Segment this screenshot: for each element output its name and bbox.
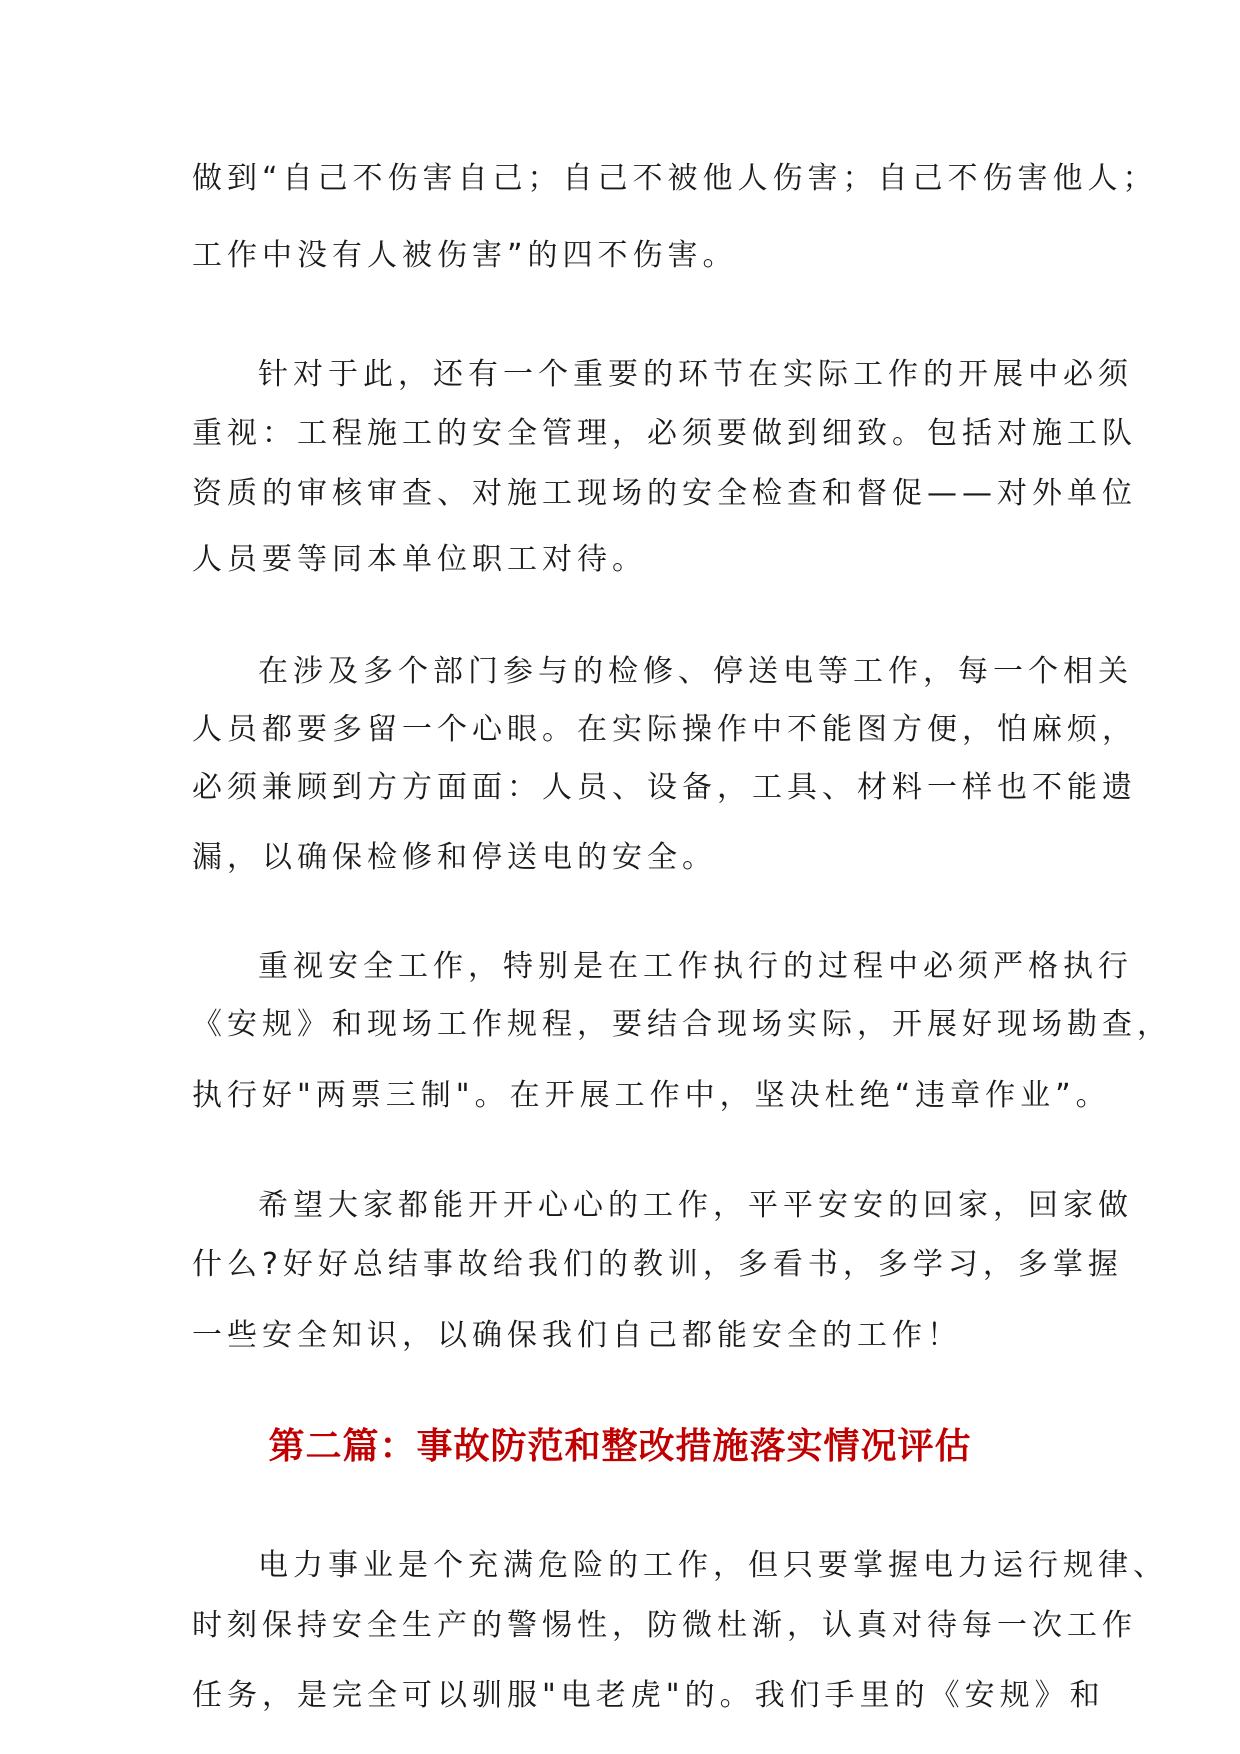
text-line: 资质的审核审查、对施工现场的安全检查和督促——对外单位 (192, 476, 1137, 511)
text-line: 做到“自己不伤害自己；自己不被他人伤害；自己不伤害他人； (192, 161, 1158, 196)
paragraph-first-line: 电力事业是个充满危险的工作，但只要掌握电力运行规律、 (258, 1548, 1168, 1583)
text-line: 任务，是完全可以驯服"电老虎"的。我们手里的《安规》和 (192, 1678, 1105, 1713)
text-line: 执行好"两票三制"。在开展工作中，坚决杜绝“违章作业”。 (192, 1078, 1111, 1113)
paragraph-first-line: 针对于此，还有一个重要的环节在实际工作的开展中必须 (258, 357, 1133, 392)
paragraph-first-line: 希望大家都能开开心心的工作，平平安安的回家，回家做 (258, 1188, 1133, 1223)
text-line: 什么?好好总结事故给我们的教训，多看书，多学习，多掌握 (192, 1247, 1123, 1282)
text-line: 必须兼顾到方方面面：人员、设备，工具、材料一样也不能遗 (192, 770, 1137, 805)
paragraph-first-line: 在涉及多个部门参与的检修、停送电等工作，每一个相关 (258, 654, 1133, 689)
text-line: 人员都要多留一个心眼。在实际操作中不能图方便，怕麻烦， (192, 712, 1137, 747)
paragraph-first-line: 重视安全工作，特别是在工作执行的过程中必须严格执行 (258, 949, 1133, 984)
text-line: 时刻保持安全生产的警惕性，防微杜渐，认真对待每一次工作 (192, 1608, 1137, 1643)
text-line: 重视：工程施工的安全管理，必须要做到细致。包括对施工队 (192, 416, 1137, 451)
text-line: 一些安全知识，以确保我们自己都能安全的工作！ (192, 1318, 962, 1353)
text-line: 漏，以确保检修和停送电的安全。 (192, 840, 717, 875)
text-line: 人员要等同本单位职工对待。 (192, 542, 647, 577)
section-heading: 第二篇：事故防范和整改措施落实情况评估 (268, 1425, 972, 1467)
text-line: 《安规》和现场工作规程，要结合现场实际，开展好现场勘查， (192, 1007, 1172, 1042)
text-line: 工作中没有人被伤害”的四不伤害。 (192, 238, 738, 273)
